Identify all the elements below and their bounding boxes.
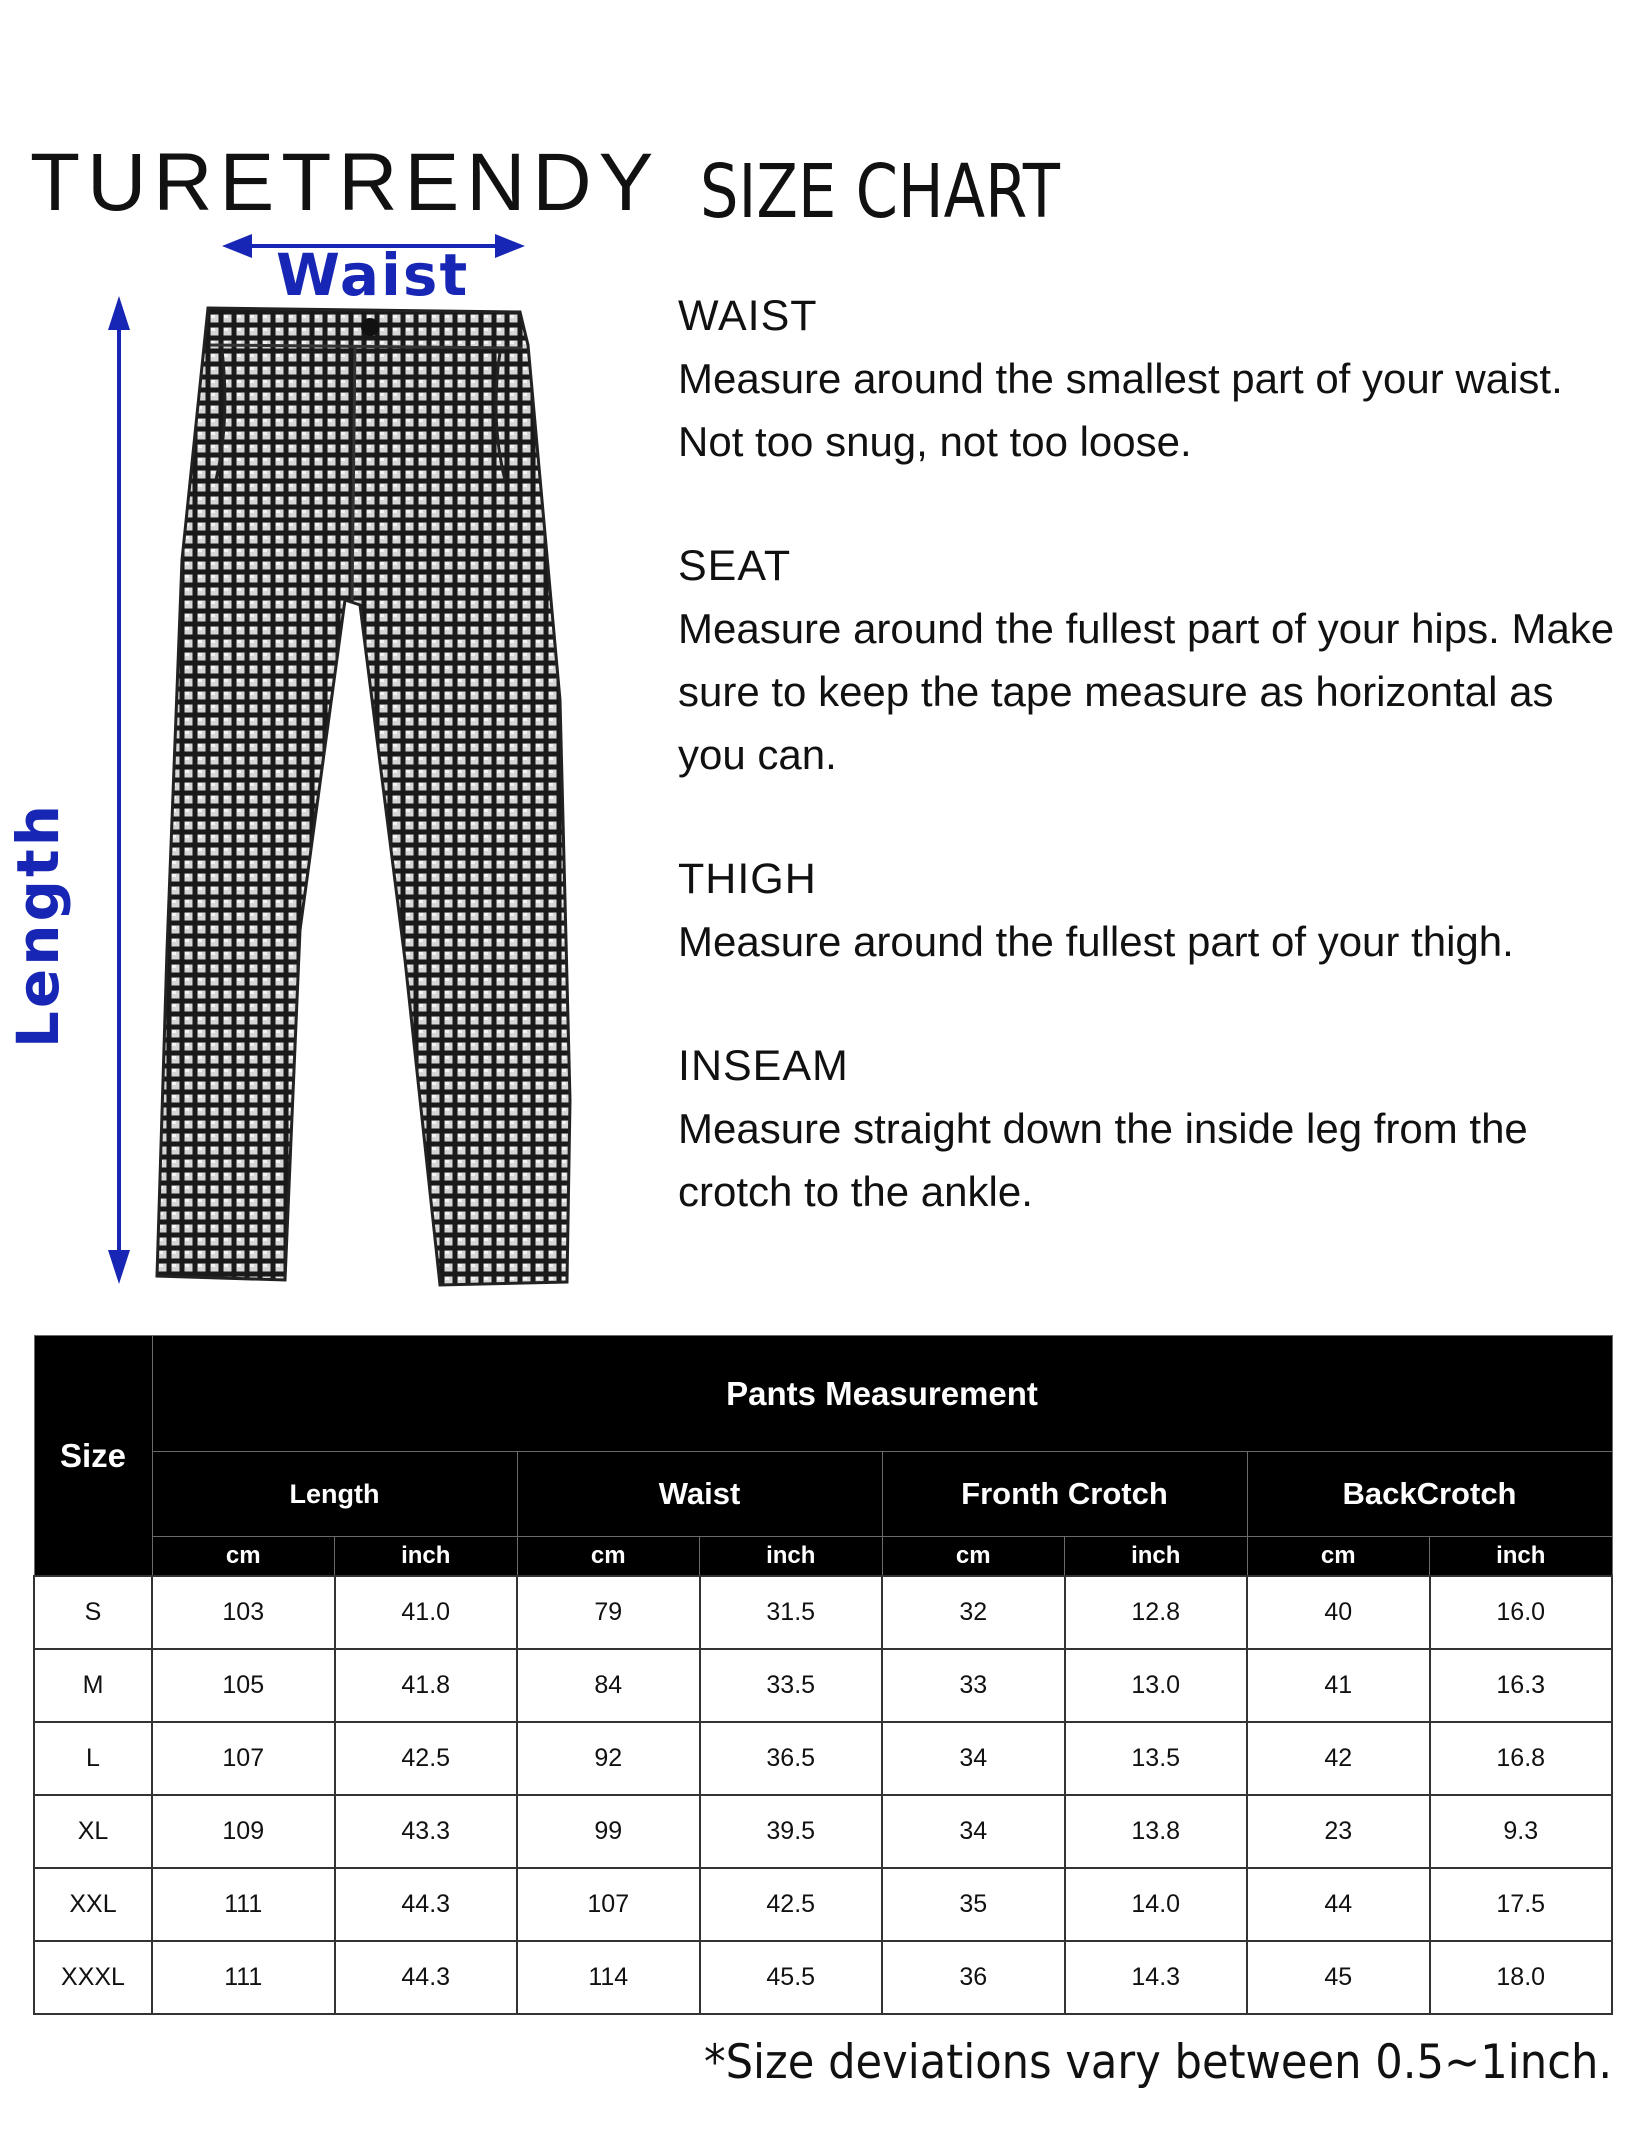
pants-image (157, 308, 570, 1285)
unit-header: cm (517, 1537, 700, 1577)
value-cell: 36.5 (700, 1722, 883, 1795)
value-cell: 17.5 (1430, 1868, 1613, 1941)
size-cell: S (34, 1576, 152, 1649)
value-cell: 45.5 (700, 1941, 883, 2014)
size-cell: L (34, 1722, 152, 1795)
value-cell: 103 (152, 1576, 335, 1649)
section-heading: INSEAM (678, 1042, 849, 1090)
value-cell: 16.0 (1430, 1576, 1613, 1649)
section-seat (678, 535, 1618, 786)
value-cell: 111 (152, 1868, 335, 1941)
value-cell: 41 (1247, 1649, 1430, 1722)
table-row (34, 1941, 1612, 2014)
size-cell: XXL (34, 1868, 152, 1941)
value-cell: 42.5 (335, 1722, 518, 1795)
value-cell: 41.8 (335, 1649, 518, 1722)
value-cell: 13.8 (1065, 1795, 1248, 1868)
value-cell: 44.3 (335, 1941, 518, 2014)
section-text: Measure around the fullest part of your thigh. (678, 918, 1514, 965)
value-cell: 31.5 (700, 1576, 883, 1649)
value-cell: 43.3 (335, 1795, 518, 1868)
brand-logo: TURETRENDY (30, 137, 661, 228)
unit-header: inch (335, 1537, 518, 1577)
unit-header: inch (1065, 1537, 1248, 1577)
value-cell: 92 (517, 1722, 700, 1795)
value-cell: 13.5 (1065, 1722, 1248, 1795)
size-note: *Size deviations vary between 0.5~1inch. (703, 2035, 1612, 2090)
page-title: SIZE CHART (700, 149, 1060, 235)
value-cell: 34 (882, 1722, 1065, 1795)
value-cell: 45 (1247, 1941, 1430, 2014)
section-heading: THIGH (678, 855, 817, 903)
unit-header: cm (882, 1537, 1065, 1577)
table-row (34, 1722, 1612, 1795)
value-cell: 16.8 (1430, 1722, 1613, 1795)
value-cell: 107 (152, 1722, 335, 1795)
value-cell: 33.5 (700, 1649, 883, 1722)
value-cell: 44 (1247, 1868, 1430, 1941)
length-arrow (108, 296, 130, 1284)
value-cell: 42 (1247, 1722, 1430, 1795)
size-cell: M (34, 1649, 152, 1722)
unit-header: inch (1430, 1537, 1613, 1577)
waist-label: Waist (276, 241, 470, 309)
value-cell: 42.5 (700, 1868, 883, 1941)
value-cell: 99 (517, 1795, 700, 1868)
value-cell: 105 (152, 1649, 335, 1722)
value-cell: 40 (1247, 1576, 1430, 1649)
size-table-body (34, 1576, 1612, 2014)
section-text: Measure around the fullest part of your hips. Make sure to keep the tape measure as horizontal as you can. (678, 605, 1615, 778)
table-row (34, 1576, 1612, 1649)
value-cell: 36 (882, 1941, 1065, 2014)
section-text: Measure straight down the inside leg from the crotch to the ankle. (678, 1105, 1528, 1215)
value-cell: 79 (517, 1576, 700, 1649)
table-row (34, 1649, 1612, 1722)
main-header: Pants Measurement (152, 1336, 1612, 1452)
section-text: Measure around the smallest part of your waist. Not too snug, not too loose. (678, 355, 1563, 465)
table-row (34, 1795, 1612, 1868)
value-cell: 107 (517, 1868, 700, 1941)
value-cell: 9.3 (1430, 1795, 1613, 1868)
value-cell: 33 (882, 1649, 1065, 1722)
value-cell: 114 (517, 1941, 700, 2014)
size-cell: XXXL (34, 1941, 152, 2014)
value-cell: 18.0 (1430, 1941, 1613, 2014)
value-cell: 13.0 (1065, 1649, 1248, 1722)
value-cell: 41.0 (335, 1576, 518, 1649)
value-cell: 44.3 (335, 1868, 518, 1941)
value-cell: 111 (152, 1941, 335, 2014)
value-cell: 109 (152, 1795, 335, 1868)
group-header-length: Length (152, 1452, 517, 1537)
section-thigh (678, 848, 1618, 973)
value-cell: 34 (882, 1795, 1065, 1868)
section-heading: WAIST (678, 292, 818, 340)
value-cell: 12.8 (1065, 1576, 1248, 1649)
value-cell: 39.5 (700, 1795, 883, 1868)
section-heading: SEAT (678, 542, 792, 590)
unit-header: cm (1247, 1537, 1430, 1577)
value-cell: 16.3 (1430, 1649, 1613, 1722)
section-inseam (678, 1035, 1618, 1223)
size-table (33, 1335, 1613, 2015)
value-cell: 14.3 (1065, 1941, 1248, 2014)
group-header-waist: Waist (517, 1452, 882, 1537)
value-cell: 32 (882, 1576, 1065, 1649)
group-header-back-crotch: BackCrotch (1247, 1452, 1612, 1537)
unit-header: cm (152, 1537, 335, 1577)
value-cell: 14.0 (1065, 1868, 1248, 1941)
unit-header: inch (700, 1537, 883, 1577)
group-header-front-crotch: Fronth Crotch (882, 1452, 1247, 1537)
value-cell: 84 (517, 1649, 700, 1722)
value-cell: 35 (882, 1868, 1065, 1941)
length-label-text: Length (4, 801, 72, 1049)
size-cell: XL (34, 1795, 152, 1868)
value-cell: 23 (1247, 1795, 1430, 1868)
size-header: Size (34, 1336, 152, 1577)
section-waist (678, 285, 1618, 473)
table-row (34, 1868, 1612, 1941)
